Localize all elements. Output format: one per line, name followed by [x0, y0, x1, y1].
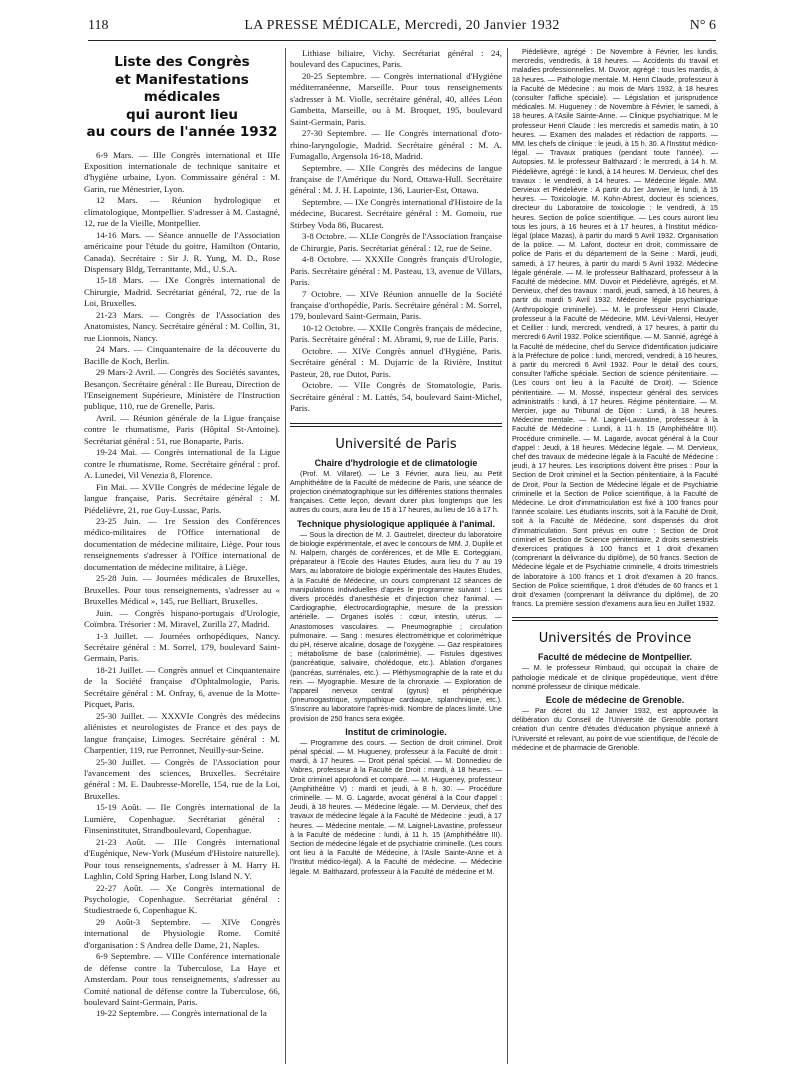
column-rule	[285, 48, 286, 1064]
column-right	[512, 48, 718, 1068]
congres-entry: Septembre. — IXe Congrès international d'Histoire de la médecine, Bucarest. Secrétaire général : M. Gomoiu, rue Stirbey Voda 86, Bucarest.	[290, 196, 502, 230]
congres-entry: 27-30 Septembre. — IIe Congrès international d'oto-rhino-laryngologie, Madrid. Secrétaire général : M. A. Fumagallo, Argensola 16-18, Madrid.	[290, 128, 502, 162]
congres-entry: 21-23 Mars. — Congrès de l'Association des Anatomistes, Nancy. Secrétaire général : M. Collin, 31, rue Lionnois, Nancy.	[84, 309, 280, 343]
congres-entry: 6-9 Mars. — IIIe Congrès international et IIIe Exposition internationale de technique sanitaire et d'hygiène urbaine, Lyon. Commissaire général : M. Garin, rue Ménestrier, Lyon.	[84, 149, 280, 194]
congres-entry: Fin Mai. — XVIIe Congrès de médecine légale de langue française, Paris. Secrétaire général : M. Piédelièvre, 21, rue Guy-Lussac, Paris.	[84, 481, 280, 515]
congres-entry: 21-23 Août. — IIIe Congrès international d'Eugénique, New-York (Muséum d'Histoire naturelle). Pour tous renseignements, s'adresser à M. Harry H. Laghlin, Cold Spring Harber, Long Island N. Y.	[84, 836, 280, 882]
news-heading: Ecole de médecine de Grenoble.	[545, 695, 685, 705]
news-heading: Institut de criminologie.	[345, 726, 447, 737]
congres-entry: 15-19 Août. — IIe Congrès international de la Lumière, Copenhague. Secrétariat général : Finseninstitutet, Strandboulevard, Copenhague.	[84, 802, 280, 836]
congres-entry: Lithiase biliaire, Vichy. Secrétariat général : 24, boulevard des Capucines, Paris.	[290, 48, 502, 70]
paris-news-cont: Piédelièvre, agrégé : De Novembre à Février, les lundis, mercredis, vendredis, à 18 heures. — Accidents du travail et maladies professionnelles. M. Duvoir, agrégé : tous les mardis, à 18 heures. — Pathologie mentale. M. Henri Claude, professeur à la Faculté de Médecine : au mois de Mars 1932, à 18 heures (consulter l'affiche spéciale). — Législation et jurisprudence médicales. M. Hugueney : de Novembre à Février, le samedi, à 18 heures. A l'Asile Sainte-Anne. — Clinique psychiatrique. M le professeur Henri Claude : les mercredis et samedis matin, à 10 heures. — Examen des malades et rédaction de rapports. — MM. les chefs de clinique : le jeudi, à 15 h. 30. A l'Institut médico-légal. — Travaux pratiques (pendant toute l'année). — Autopsies. M. le professeur Balthazard : le mercredi, à 14 h. M. Piédelièvre, agrégé : le lundi, à 14 heures. M. Dervieux, chef des travaux : le vendredi, à 14 heures. — Médecine légale. MM. Dervieux et Piédelièvre : A partir du 1er Janvier, le lundi, à 15 heures. — Toxicologie. M. Kohn-Abrest, docteur ès sciences, directeur du Laboratoire de toxicologie : le vendredi, à 15 heures. Section de police scientifique. — Les cours auront lieu tous les jours, à 16 heures et à 17 heures, à l'Institut médico-légal (place Mazas), à partir du mardi 5 Avril 1932. Organisation de la police. — M. Lafont, docteur en droit, commissaire de police de Paris et du département de la Seine : Mardi, jeudi, samedi, à 17 heures, à partir du mardi 5 Avril 1932. Médecine légale générale. — M. le professeur Balthazard, professeur à la Faculté de médecine. MM. Duvoir et Piédelièvre, agrégés, et M. Dervieux, chef des travaux : mardi, jeudi, samedi, à 16 heures, à partir du mardi 5 Avril 1932. Médecine légale psychiatrique (Anthropologie criminelle). — M. le professeur Henri Claude, professeur à la Faculté de Médecine, MM. Lévi-Valensi, Heuyer et Ceillier : lundi, mercredi, vendredi, à 17 heures, à partir du mercredi 6 Avril 1932. Police scientifique. — M. Sannié, agrégé à la Faculté de médecine, chef du Service d'identification judiciaire à la Préfecture de police : lundi, mercredi, vendredi, à 16 heures, à partir du mercredi 6 Avril 1932. Pour le détail des cours, consulter l'affiche spéciale. Section de science pénitentiaire. — (Les cours ont lieu à la Faculté de Droit). — Science pénitentiaire. — M. Mossé, inspecteur général des services administratifs : lundi, à 17 heures. Régime pénitentiaire. — M. Mercier, juge au Tribunal de Dijon : Lundi, à 18 heures. Médecine mentale. — M. Laignel-Lavastine, professeur à la Faculté de Médecine : Lundi, à 11 h. 15 (Amphithéâtre III). Procédure criminelle. — M. Lagarde, avocat général à la Cour d'appel : Jeudi, à 18 heures. Médecine légale. — M. Dervieux, chef des travaux de médecine légale à la Faculté de Médecine : jeudi, à 17 heures. Les inscriptions doivent être prises : Pour la Section de Droit criminel et la Section pénitentiaire, à la Faculté de Droit, Pour la Section de Médecine légale et de Psychiatrie criminelle et la Section de Police scientifique, à la Faculté de Médecine. Le droit d'immatriculation est fixé à 100 francs pour l'année scolaire. Les étudiants inscrits, soit à la Faculté de Droit, soit à la Faculté de Médecine, sont dispensés du droit d'immatriculation. Sont prévus en outre : Section de Droit criminel et Section de Science pénitentiaire, 2 droits semestriels d'exercices pratiques à 100 francs et 1 droit d'examen (comprenant la délivrance du diplôme), de 50 francs. Section de Médecine légale et de Psychiatrie criminelle, 4 droits trimestriels de laboratoire à 100 francs et 1 droit d'examen à 20 francs. Section de Police scientifique, 1 droit d'études de 60 francs et 1 droit d'examen (comprenant la délivrance du diplôme), de 20 francs. La première session d'examens aura lieu en Juillet 1932.	[512, 48, 718, 609]
congres-entry: 23-25 Juin. — 1re Session des Conférences médico-militaires de l'Office international de documentation de médecine militaire, Liège. Pour tous renseignements s'adresser à l'Office international de documentation de médecine militaire, à Liège.	[84, 516, 280, 572]
congres-entry: Octobre. — VIIe Congrès de Stomatologie, Paris. Secrétaire général : M. Lattès, 54, boulevard Saint-Michel, Paris.	[290, 380, 502, 414]
section-divider	[290, 426, 502, 427]
congres-entry: 29 Mars-2 Avril. — Congrès des Sociétés savantes, Besançon. Secrétaire général : IIe Bureau, Direction de l'Enseignement Supérieure, Ministère de l'Instruction publique, 110, rue de Grenelle, Paris.	[84, 367, 280, 412]
congres-entry: 6-9 Septembre. — VIIIe Conférence internationale de défense contre la Tuberculose, La Haye et Amsterdam. Pour tous renseignements, s'adresser au Comité national de défense contre la Tuberculose, 66, boulevard Saint-Germain, Paris.	[84, 951, 280, 1008]
column-middle	[290, 48, 502, 1068]
congres-entry: 19-24 Mai. — Congrès international de la Ligue contre le rhumatisme, Rome. Secrétaire général : prof. A. Lunedei, Vil Venezia 8, Florence.	[84, 447, 280, 481]
congres-entry: 18-21 Juillet. — Congrès annuel et Cinquantenaire de la Société française d'Ophtalmologie, Paris. Secrétaire général : M. Onfray, 6, avenue de la Motte-Picquet, Paris.	[84, 664, 280, 710]
news-heading: Faculté de médecine de Montpellier.	[537, 652, 693, 663]
paris-news	[290, 458, 502, 877]
congres-entry: Avril. — Réunion générale de la Ligue française contre le rhumatisme, Paris (Hôpital St-Antoine). Secrétariat général : 51, rue Bonaparte, Paris.	[84, 412, 280, 446]
congres-entry: 7 Octobre. — XIVe Réunion annuelle de la Société française d'orthopédie, Paris. Secrétaire général : M. Sorrel, 179, boulevard Saint-Germain, Paris.	[290, 288, 502, 322]
section-divider	[512, 617, 718, 618]
title-line: Liste des Congrès	[114, 54, 250, 70]
congres-entry: 20-25 Septembre. — Congrès international d'Hygiène méditerranéenne, Marseille. Pour tous renseignements s'adresser à M. Violle, secrétaire général, 40, allées Léon Gambetta, Marseille, ou à M. Broquet, 195, boulevard Saint-Germain, Paris.	[290, 70, 502, 127]
section-divider	[290, 423, 502, 424]
title-line: au cours de l'année 1932	[86, 124, 278, 140]
news-body: — Sous la direction de M. J. Gautrelet, directeur du laboratoire de biologie expérimentale, et avec le concours de MM. J. Duplile et N. Halpern, chargés de conférences, et de Mlle E. Corteggiani, préparateur à l'Ecole des Hautes Etudes, aura lieu du 7 au 19 Mars, au laboratoire de biologie expérimentale des Hautes Etudes, à la Faculté de Médecine, un cours comprenant 12 séances de manipulations individuelles d'après le programme suivant : Les divers procédés d'anesthésie et d'injection chez l'animal. — Cardiographie, électrocardiographie, mesure de la pression artérielle. — Organes isolés : cœur, intestin, utérus. — Anastomoses vasculaires. — Pneumographie ; circulation pulmonaire. — Sang : mesures électrométrique et colorimétrique du pH, réserve alcaline, dosage de l'oxygène. — Gaz respiratoires ; métabolisme de base (calorimétrie). — Fistules digestives (pancréatique, salivaire, cholédoque, etc.). Ablation d'organes (pancréas, surrénales, etc.). — Pléthysmographie de la rate et du rein. — Myographie. Mesure de la chronaxie. — Exploration de l'appareil nerveux central (gyrus) et périphérique (pneumogastrique, sympathique cardiaque, splanchnique, etc.). S'inscrire au laboratoire l'après-midi. Nombre de places limité. Une provision de 250 francs sera exigée.	[290, 530, 502, 723]
news-body: (Prof. M. Villaret). — Le 3 Février, aura lieu, au Petit Amphithéâtre de la Faculté de médecine de Paris, une séance de projection cinématographique sur les différentes stations thermales françaises. Cette leçon, devant durer plus longtemps que les autres du cours, aura lieu de 15 à 17 heures, au lieu de 16 à 17 h.	[290, 469, 502, 515]
page-number: 118	[88, 18, 109, 33]
section-divider	[512, 620, 718, 621]
news-heading: Technique physiologique appliquée à l'animal.	[296, 518, 495, 529]
congres-entry: 15-18 Mars. — IXe Congrès international de Chirurgie, Madrid. Secrétariat général, 72, rue de la Loi, Bruxelles.	[84, 275, 280, 309]
news-body: — M. le professeur Rimbaud, qui occupait la chaire de pathologie médicale et de clinique propédeutique, vient d'être nommé professeur de clinique médicale.	[512, 664, 718, 691]
congres-entry: 10-12 Octobre. — XXIIe Congrès français de médecine, Paris. Secrétaire général : M. Abrami, 9, rue de Lille, Paris.	[290, 322, 502, 345]
congres-entry: 24 Mars. — Cinquantenaire de la découverte du Bacille de Koch, Berlin.	[84, 344, 280, 366]
congres-entry: Septembre. — XIIe Congrès des médecins de langue française de l'Amérique du Nord, Ottawa-Hull. Secrétaire général : M. J. H. Lapointe, 136, Laurier-Est, Ottawa.	[290, 162, 502, 196]
page-header	[88, 18, 716, 40]
congres-entry: 22-27 Août. — Xe Congrès international de Psychologie, Copenhague. Secrétariat général : Studiestraede 6, Copenhague K.	[84, 882, 280, 916]
congres-entry: 4-8 Octobre. — XXXIIe Congrès français d'Urologie, Paris. Secrétaire général : M. Pasteau, 13, avenue de Villars, Paris.	[290, 254, 502, 288]
section-title-province: Universités de Province	[538, 631, 692, 647]
header-rule	[88, 40, 716, 41]
congres-entry: 29 Août-3 Septembre. — XIVe Congrès international de Physiologie Rome. Comité d'organisation : S Andrea delle Dame, 21, Naples.	[84, 916, 280, 950]
title-line: qui auront lieu	[125, 106, 239, 123]
congres-entry: 25-30 Juillet. — XXXVIe Congrès des médecins aliénistes et neurologistes de France et des pays de langue française, Limoges. Secrétaire général : M. Charpentier, 119, rue Perronnet, Neuilly-sur-Seine.	[84, 710, 280, 756]
congres-entry: 1-3 Juillet. — Journées orthopédiques, Nancy. Secrétaire général : M. Sorrel, 179, boulevard Saint-Germain, Paris.	[84, 630, 280, 664]
province-news	[512, 652, 718, 753]
congres-entry: 25-28 Juin. — Journées médicales de Bruxelles, Bruxelles. Pour tous renseignements, s'adresser au « Bruxelles Médical », 145, rue Belliart, Bruxelles.	[84, 573, 280, 607]
news-body: — Par décret du 12 Janvier 1932, est approuvée la délibération du Conseil de l'Université de Grenoble portant création d'un centre d'études d'éducation physique annexé à l'Université et relevant, au point de vue scientifique, de l'école de médecine et de pharmacie de Grenoble.	[512, 707, 718, 752]
issue-number: N° 6	[689, 18, 716, 33]
news-heading: Chaire d'hydrologie et de climatologie	[314, 457, 478, 468]
section-title-paris: Université de Paris	[335, 436, 457, 452]
news-body: — Programme des cours. — Section de droit criminel. Droit pénal spécial. — M. Hugueney, professeur à la Faculté de droit : mardi, à 17 heures. — Droit pénal spécial. — M. Donnedieu de Vabres, professeur à la Faculté de Droit : mardi, à 18 heures. — Droit criminel approfondi et comparé. — M. Hugueney, professeur (Amphithéâtre V) : mardi et jeudi, à 8 h. 30. — Procédure criminelle. — M. G. Lagarde, avocat général à la Cour d'appel : Jeudi, à 18 heures. — Médecine légale. — M. Dervieux, chef des travaux de médecine légale à la Faculté de Médecine : jeudi, à 17 heures. — Médecine mentale. — M. Laignel-Lavastine, professeur à la Faculté de médecine : lundi, à 11 h. 15 (Amphithéâtre III). Section de médecine légale et de psychiatrie criminelle. (Les cours ont lieu à la Faculté de Médecine, à l'Asile Sainte-Anne et à l'Institut médico-légal). A la Faculté de médecine. — Médecine légale. M. Balthazard, professeur à la Faculté de médecine et M.	[290, 738, 502, 876]
congres-entry: 12 Mars. — Réunion hydrologique et climatologique, Montpellier. S'adresser à M. Castagné, 12, rue de la Vieille, Montpellier.	[84, 195, 280, 229]
congres-entry: 19-22 Septembre. — Congrès international de la	[96, 1008, 267, 1019]
congres-list-cont	[290, 48, 502, 415]
column-rule	[507, 48, 508, 1064]
congres-list	[84, 150, 280, 1020]
congres-entry: Juin. — Congrès hispano-portugais d'Urologie, Coïmbra. Trésorier : M. Miravel, Zurilla 27, Madrid.	[84, 607, 280, 630]
journal-title: LA PRESSE MÉDICALE, Mercredi, 20 Janvier 1932	[244, 18, 560, 33]
title-line: et Manifestations médicales	[115, 71, 249, 105]
column-congres	[84, 48, 280, 1068]
congres-entry: 3-8 Octobre. — XLIe Congrès de l'Association française de Chirurgie, Paris. Secrétariat général : 12, rue de Seine.	[290, 231, 502, 253]
congres-entry: Octobre. — XIVe Congrès annuel d'Hygiène, Paris. Secrétaire général : M. Dujarric de la Rivière, Institut Pasteur, 28, rue Dutot, Paris.	[290, 345, 502, 379]
congres-entry: 14-16 Mars. — Séance annuelle de l'Association américaine pour l'étude du goitre, Hamilton (Ontario, Canada). Secrétaire : Sir J. R. Yung, M. D., Rose Dispensary Bldg, Terranttante, Md., U.S.A.	[84, 229, 280, 275]
congres-entry: 25-30 Juillet. — Congrès de l'Association pour l'avancement des sciences, Bruxelles. Secrétaire général : M. E. Daubresse-Morelle, 154, rue de la Loi, Bruxelles.	[84, 756, 280, 801]
congres-title	[84, 54, 280, 142]
